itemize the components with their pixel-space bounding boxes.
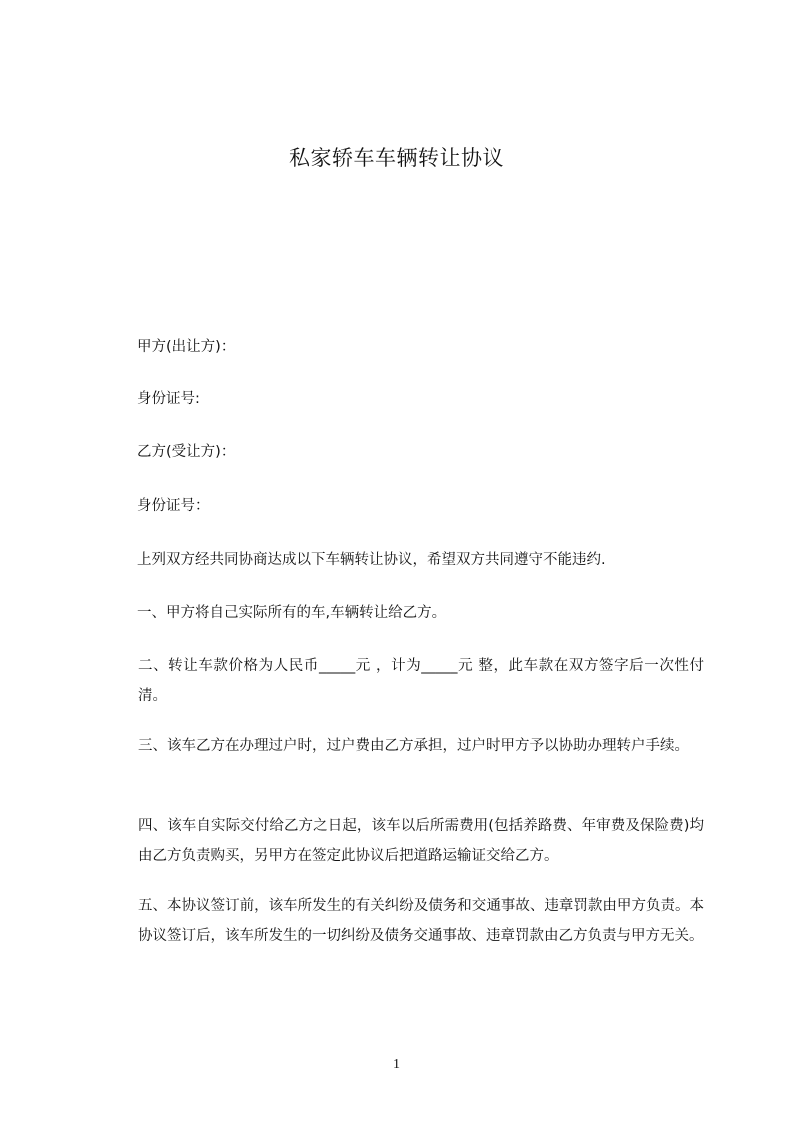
clause-5 (108, 891, 704, 951)
clause-2-text: 二、转让车款价格为人民币_____元 ，计为_____元 整，此车款在双方签字后一次性付清。 (138, 658, 704, 704)
page-number: 1 (393, 1057, 400, 1072)
party-a-id-label: 身份证号: (137, 391, 200, 407)
clause-3-text: 三、该车乙方在办理过户时，过户费由乙方承担，过户时甲方予以协助办理转户手续。 (138, 738, 689, 754)
party-b-label: 乙方(受让方)： (137, 444, 236, 460)
clause-3 (108, 731, 704, 761)
intro-text: 上列双方经共同协商达成以下车辆转让协议，希望双方共同遵守不能违约. (137, 552, 606, 568)
clause-4 (108, 811, 704, 871)
clause-4-text: 四、该车自实际交付给乙方之日起，该车以后所需费用(包括养路费、年审费及保险费)均由乙方负责购买，另甲方在签定此协议后把道路运输证交给乙方。 (138, 818, 704, 864)
clause-1: 一、甲方将自己实际所有的车,车辆转让给乙方。 (137, 605, 447, 621)
clause-5-text: 五、本协议签订前，该车所发生的有关纠纷及债务和交通事故、违章罚款由甲方负责。本协议签订后，该车所发生的一切纠纷及债务交通事故、违章罚款由乙方负责与甲方无关。 (138, 898, 704, 944)
party-a-label: 甲方(出让方)： (137, 339, 236, 355)
party-b-id-label: 身份证号： (137, 498, 210, 514)
document-title: 私家轿车车辆转让协议 (289, 146, 504, 170)
clause-2 (108, 651, 704, 711)
